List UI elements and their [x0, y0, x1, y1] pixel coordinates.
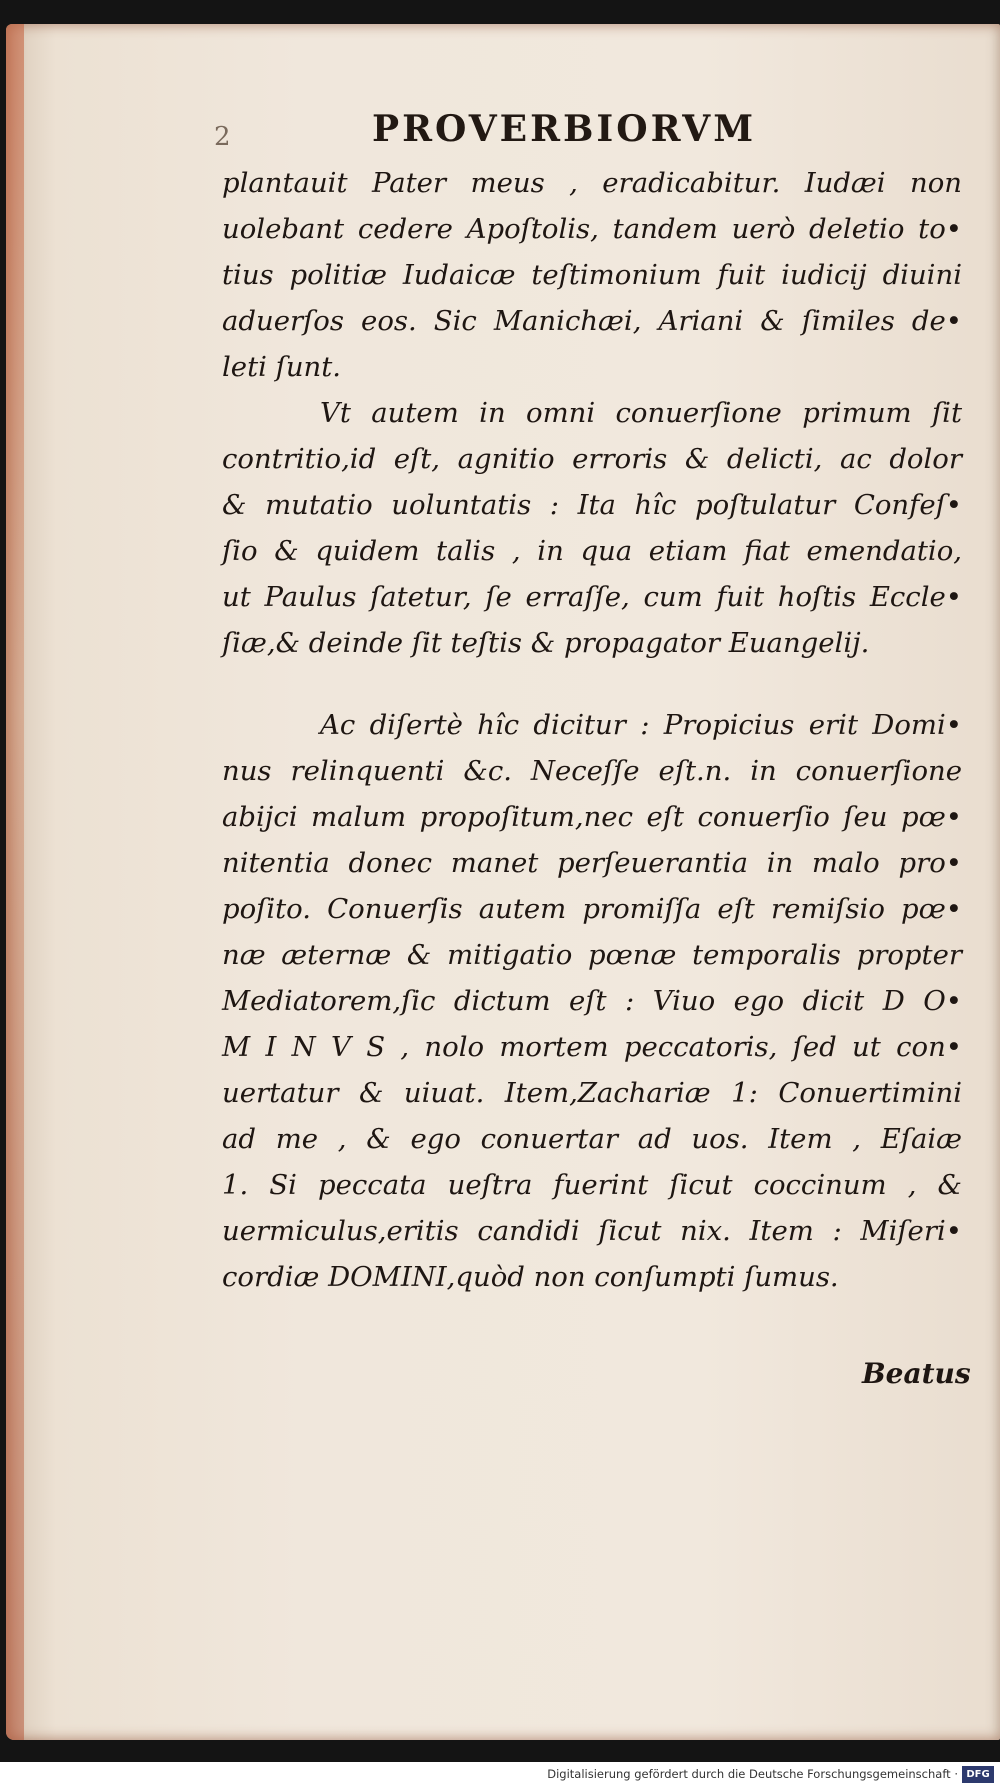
dfg-logo-icon: DFG [962, 1766, 994, 1783]
funding-credit: Digitalisierung gefördert durch die Deutsche Forschungsgemeinschaft · [547, 1767, 958, 1781]
text-line: uertatur & uiuat. Item,Zachariæ 1: Conuertimini [222, 1077, 962, 1109]
text-line: Mediatorem,ſic dictum eſt : Viuo ego dicit D O• [222, 985, 962, 1017]
text-line: ſiæ,& deinde ſit teſtis & propagator Euangelij. [222, 627, 870, 659]
text-line: cordiæ DOMINI,quòd non conſumpti ſumus. [222, 1261, 839, 1293]
running-title: PROVERBIORVM [372, 108, 757, 150]
text-line: Ac diſertè hîc dicitur : Propicius erit Domi• [320, 709, 962, 741]
page-edge-stain [6, 24, 24, 1740]
paragraph-1 [222, 160, 962, 390]
digitization-footer [0, 1762, 1000, 1788]
text-line: tius politiæ Iudaicæ teſtimonium fuit iudicij diuini [222, 259, 962, 291]
text-line: nus relinquenti &c. Neceſſe eſt.n. in conuerſione [222, 755, 962, 787]
text-line: leti ſunt. [222, 351, 342, 383]
page-mark: 2 [214, 122, 231, 152]
text-line: nitentia donec manet perſeuerantia in malo pro• [222, 847, 962, 879]
paragraph-3 [222, 702, 962, 1300]
paragraph-gap [222, 666, 962, 702]
text-line: aduerſos eos. Sic Manichæi, Ariani & ſimiles de• [222, 305, 962, 337]
text-line: ad me , & ego conuertar ad uos. Item , Eſaiæ [222, 1123, 962, 1155]
text-line: M I N V S , nolo mortem peccatoris, ſed ut con• [222, 1031, 962, 1063]
running-head [214, 106, 962, 160]
text-line: ut Paulus ſatetur, ſe erraſſe, cum fuit hoſtis Eccle• [222, 581, 962, 613]
text-line: poſito. Conuerſis autem promiſſa eſt remiſsio pœ• [222, 893, 962, 925]
text-block [214, 106, 962, 1300]
catchword: Beatus [862, 1357, 971, 1390]
paragraph-2 [222, 390, 962, 666]
text-line: næ æternæ & mitigatio pœnæ temporalis propter [222, 939, 962, 971]
text-line: uermiculus,eritis candidi ſicut nix. Item : Miſeri• [222, 1215, 962, 1247]
text-line: Vt autem in omni conuerſione primum ſit [320, 397, 962, 429]
text-line: & mutatio uoluntatis : Ita hîc poſtulatur Confeſ• [222, 489, 962, 521]
text-line: uolebant cedere Apoſtolis, tandem uerò deletio to• [222, 213, 962, 245]
text-line: ſio & quidem talis , in qua etiam fiat emendatio, [222, 535, 962, 567]
text-line: 1. Si peccata ueſtra fuerint ſicut coccinum , & [222, 1169, 962, 1201]
text-line: contritio,id eſt, agnitio erroris & delicti, ac dolor [222, 443, 962, 475]
text-line: plantauit Pater meus , eradicabitur. Iudæi non [222, 167, 962, 199]
text-line: abijci malum propoſitum,nec eſt conuerſio ſeu pœ• [222, 801, 962, 833]
